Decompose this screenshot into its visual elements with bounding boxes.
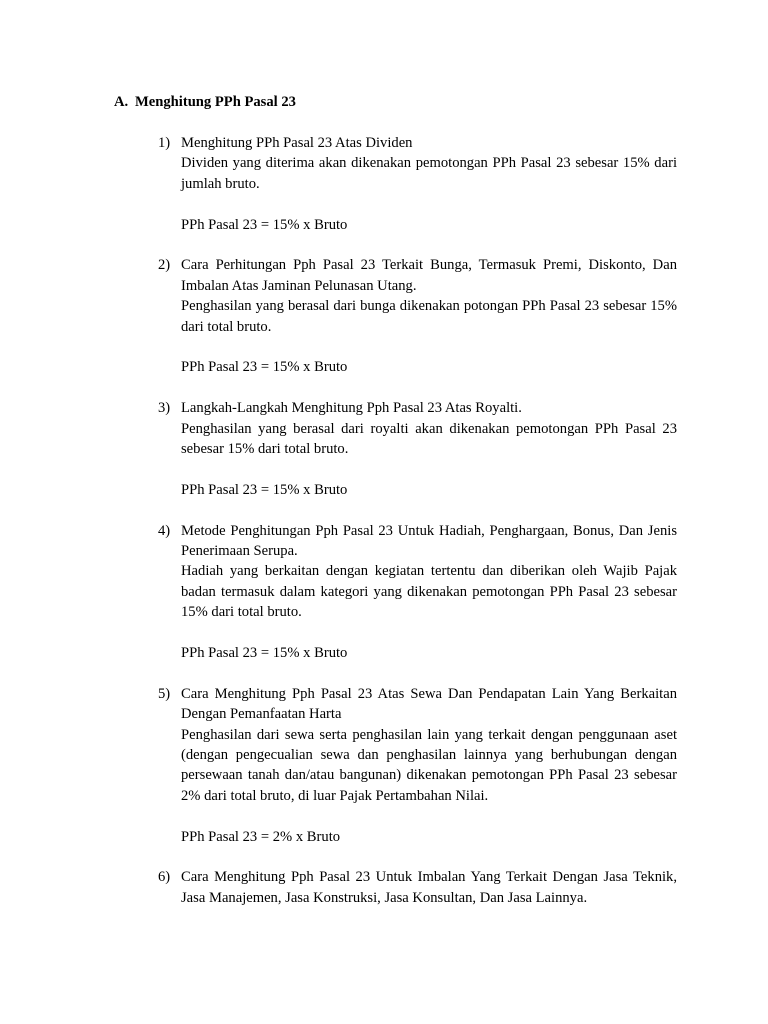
item-number: 3) xyxy=(158,400,171,417)
item-title: Langkah-Langkah Menghitung Pph Pasal 23 Atas Royalti. xyxy=(181,400,522,417)
item-number: 1) xyxy=(158,135,171,151)
item-number: 5) xyxy=(158,685,171,702)
section-title: Menghitung PPh Pasal 23 xyxy=(135,94,296,110)
item-title: Cara Menghitung Pph Pasal 23 Untuk Imbalan Yang Terkait Dengan Jasa Teknik, Jasa Manajemen, Jasa Konstruksi, Jasa Konsultan, Dan Jasa Lainnya. xyxy=(181,869,677,906)
item-formula: PPh Pasal 23 = 15% x Bruto xyxy=(181,216,348,233)
item-number: 2) xyxy=(158,257,171,274)
item-title: Menghitung PPh Pasal 23 Atas Dividen xyxy=(181,135,413,151)
list-item xyxy=(158,133,677,235)
item-title: Cara Perhitungan Pph Pasal 23 Terkait Bunga, Termasuk Premi, Diskonto, Dan Imbalan Atas Jaminan Pelunasan Utang. xyxy=(181,257,677,294)
list-item xyxy=(158,521,677,664)
item-body: Penghasilan yang berasal dari royalti akan dikenakan pemotongan PPh Pasal 23 sebesar 15% dari total bruto. xyxy=(181,420,677,458)
item-formula: PPh Pasal 23 = 15% x Bruto xyxy=(181,645,348,662)
list-item xyxy=(158,255,677,377)
item-formula: PPh Pasal 23 = 2% x Bruto xyxy=(181,828,341,845)
item-body: Penghasilan dari sewa serta penghasilan lain yang terkait dengan penggunaan aset (dengan pengecualian sewa dan penghasilan lainnya yang berhubungan dengan persewaan tanah dan/atau bangunan) dikenakan pemotongan PPh Pasal 23 sebesar 2% dari total bruto, di luar Pajak Pertambahan Nilai. xyxy=(181,726,677,804)
item-body: Hadiah yang berkaitan dengan kegiatan tertentu dan diberikan oleh Wajib Pajak badan termasuk dalam kategori yang dikenakan pemotongan PPh Pasal 23 sebesar 15% dari total bruto. xyxy=(181,563,677,621)
section-letter: A. xyxy=(114,94,129,110)
list-item xyxy=(158,867,677,908)
item-number: 4) xyxy=(158,522,171,539)
item-body: Penghasilan yang berasal dari bunga dikenakan potongan PPh Pasal 23 sebesar 15% dari total bruto. xyxy=(181,298,677,335)
item-body: Dividen yang diterima akan dikenakan pemotongan PPh Pasal 23 sebesar 15% dari jumlah bruto. xyxy=(181,155,677,192)
item-formula: PPh Pasal 23 = 15% x Bruto xyxy=(181,359,348,376)
list-item xyxy=(158,398,677,500)
list-item xyxy=(158,684,677,847)
item-number: 6) xyxy=(158,869,171,886)
item-formula: PPh Pasal 23 = 15% x Bruto xyxy=(181,481,348,498)
item-title: Metode Penghitungan Pph Pasal 23 Untuk Hadiah, Penghargaan, Bonus, Dan Jenis Penerimaan Serupa. xyxy=(181,522,677,560)
section-heading xyxy=(114,92,296,112)
numbered-list xyxy=(158,133,677,929)
item-title: Cara Menghitung Pph Pasal 23 Atas Sewa Dan Pendapatan Lain Yang Berkaitan Dengan Pemanfaatan Harta xyxy=(181,685,677,723)
